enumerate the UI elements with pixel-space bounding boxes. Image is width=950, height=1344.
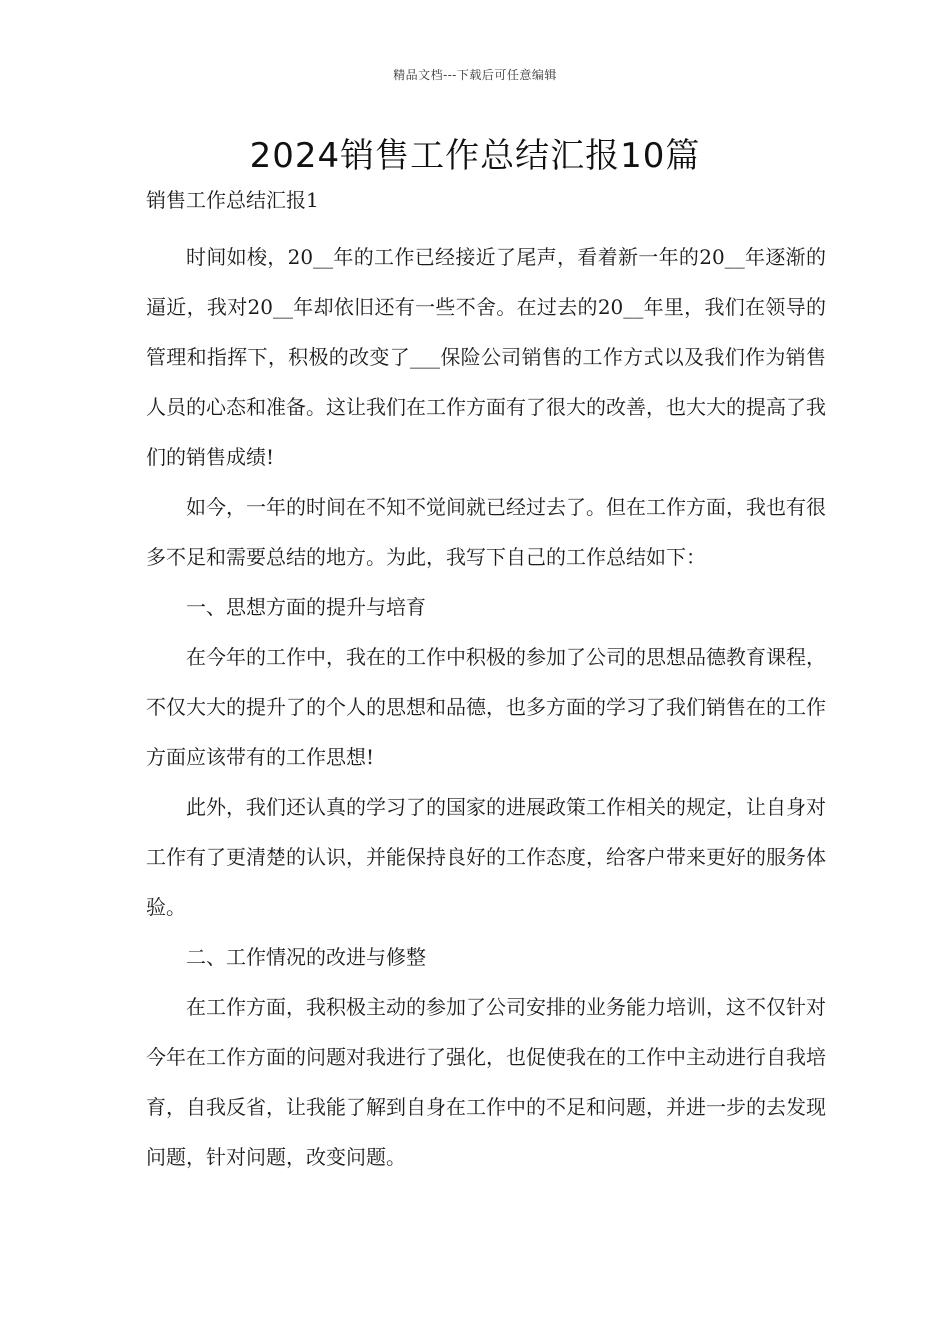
paragraph: 在今年的工作中，我在的工作中积极的参加了公司的思想品德教育课程，不仅大大的提升了的个人的思想和品德，也多方面的学习了我们销售在的工作方面应该带有的工作思想!	[146, 645, 826, 769]
document-title: 2024销售工作总结汇报10篇	[249, 136, 701, 176]
section-heading: 二、工作情况的改进与修整	[186, 945, 426, 969]
paragraph: 时间如梭，20__年的工作已经接近了尾声，看着新一年的20__年逐渐的逼近，我对20__年却依旧还有一些不舍。在过去的20__年里，我们在领导的管理和指挥下，积极的改变了___保险公司销售的工作方式以及我们作为销售人员的心态和准备。这让我们在工作方面有了很大的改善，也大大的提高了我们的销售成绩!	[146, 245, 826, 469]
paragraph: 此外，我们还认真的学习了的国家的进展政策工作相关的规定，让自身对工作有了更清楚的认识，并能保持良好的工作态度，给客户带来更好的服务体验。	[146, 795, 826, 919]
header-note: 精品文档---下载后可任意编辑	[393, 68, 557, 82]
section-label: 销售工作总结汇报1	[146, 188, 319, 212]
section-heading: 一、思想方面的提升与培育	[186, 595, 426, 619]
paragraph: 如今，一年的时间在不知不觉间就已经过去了。但在工作方面，我也有很多不足和需要总结的地方。为此，我写下自己的工作总结如下：	[146, 495, 826, 569]
paragraph: 在工作方面，我积极主动的参加了公司安排的业务能力培训，这不仅针对今年在工作方面的问题对我进行了强化，也促使我在的工作中主动进行自我培育，自我反省，让我能了解到自身在工作中的不足和问题，并进一步的去发现问题，针对问题，改变问题。	[146, 995, 826, 1169]
document-body	[146, 182, 826, 1182]
